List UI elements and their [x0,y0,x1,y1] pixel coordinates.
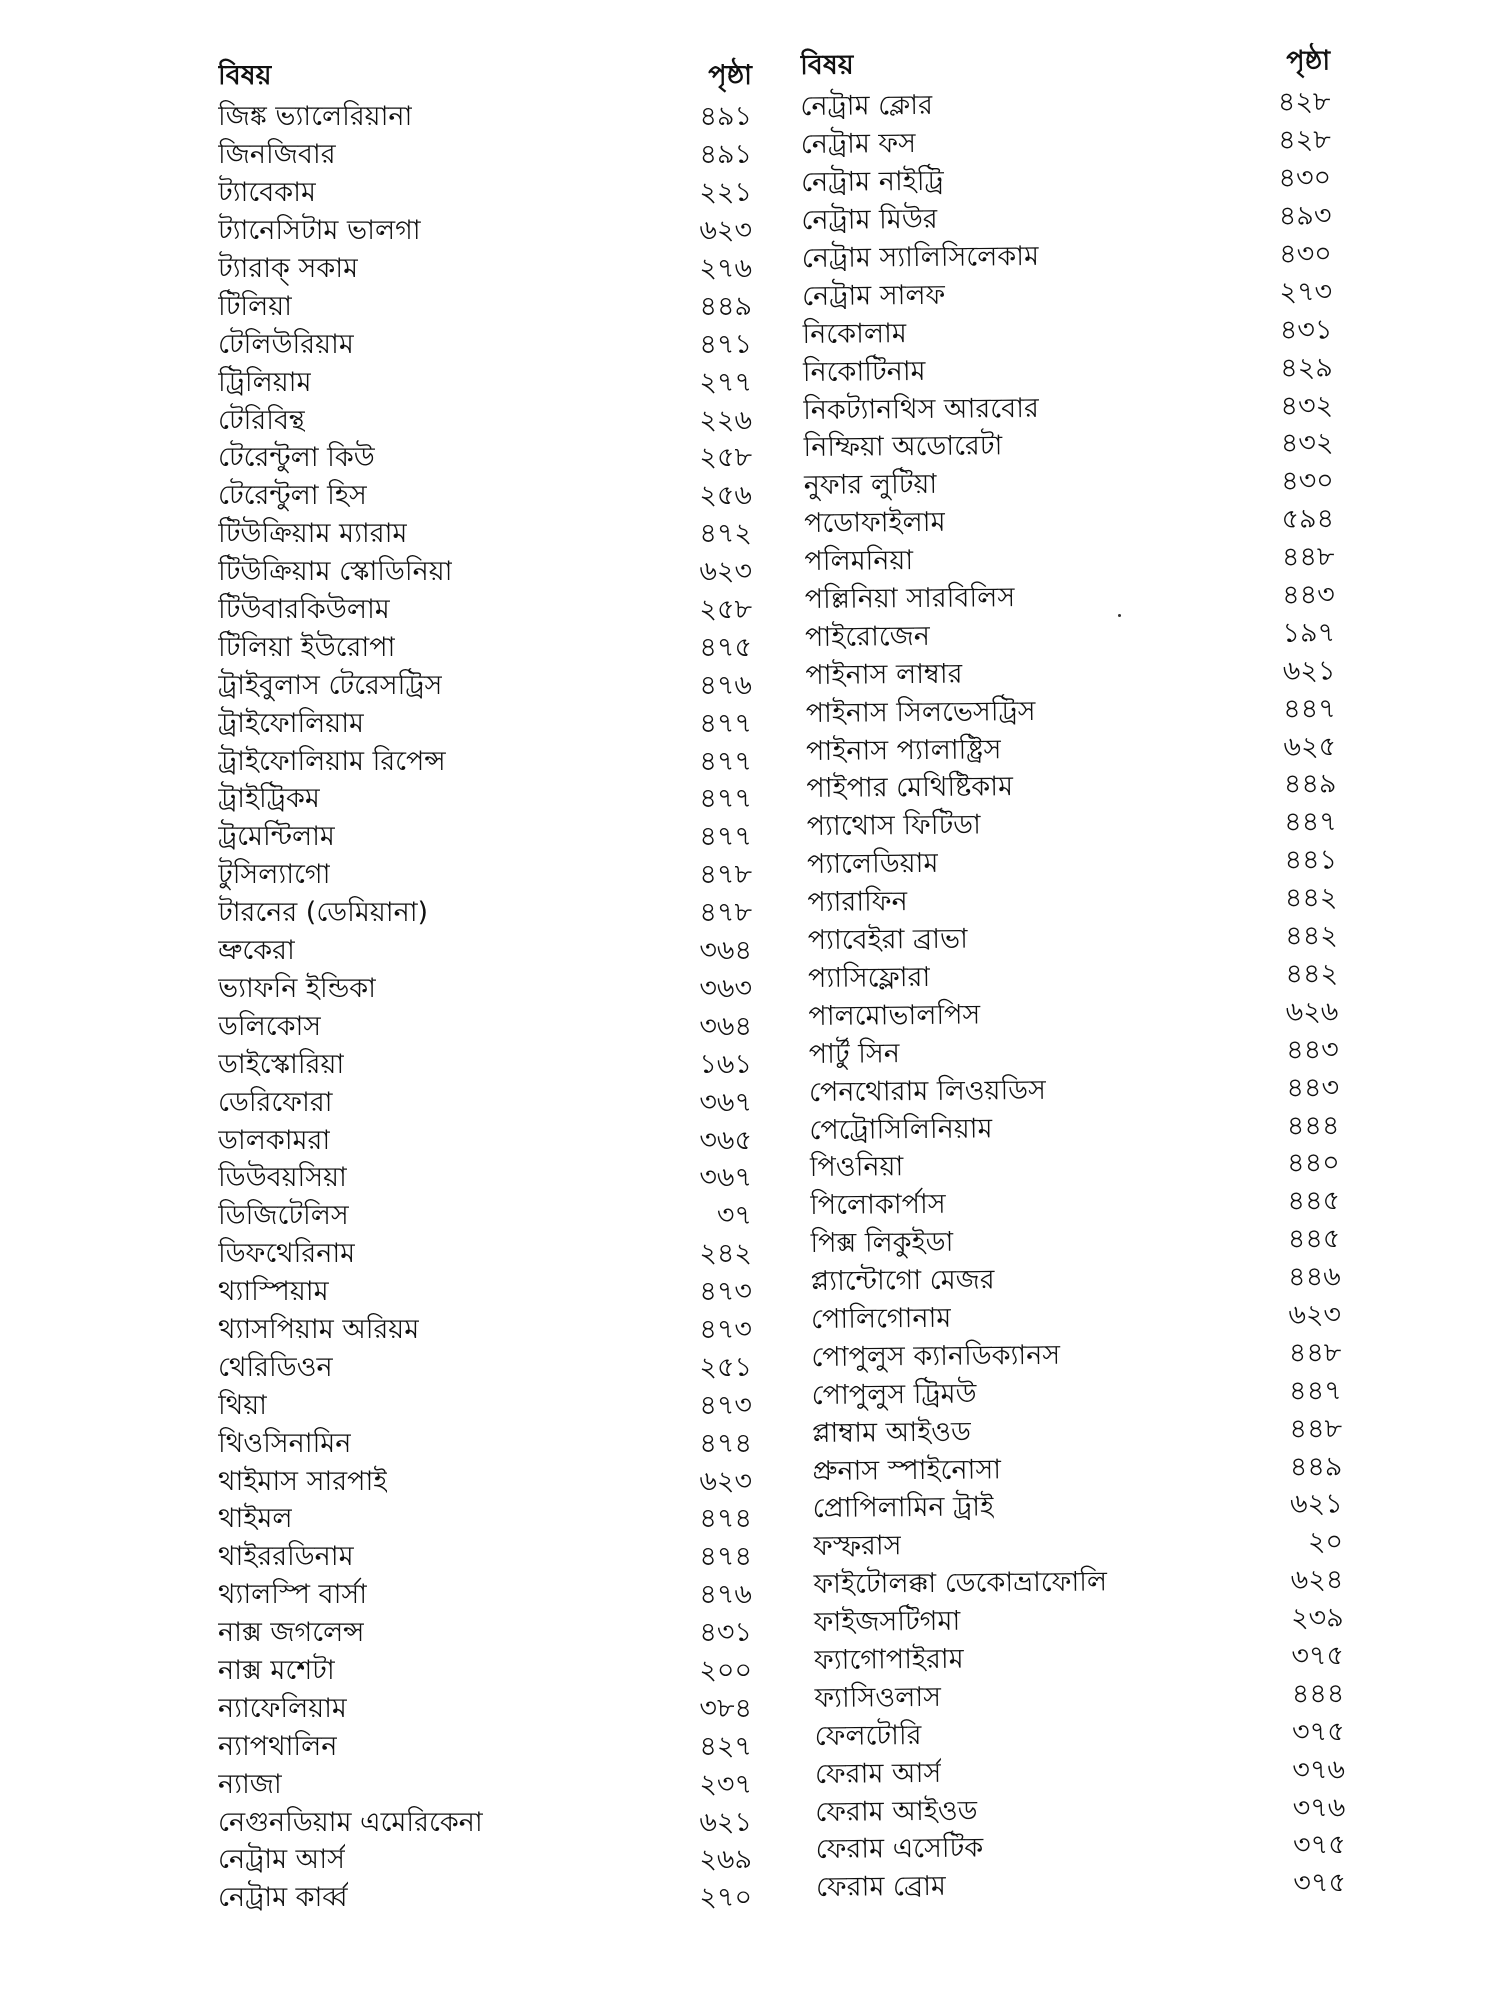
index-entry [812,1374,1342,1417]
entry-page: ৪৪৯ [699,290,752,322]
entry-name: ট্যানেসিটাম ভালগা [218,215,421,247]
entry-name: ট্রাইট্রিকম [218,783,320,815]
index-entry [806,767,1336,810]
index-entry [218,1767,758,1805]
index-entry [218,1578,758,1616]
entry-name: প্লাম্বাম আইওড [811,1416,972,1449]
entry-page: ৪৭৫ [699,631,752,663]
index-entry [218,1464,758,1502]
entry-name: পাইনাস প্যালাষ্ট্রিস [805,733,1002,767]
index-entry [809,1108,1339,1151]
index-entry [815,1790,1345,1833]
index-entry [218,1729,758,1767]
index-entry [218,1691,758,1729]
entry-name: ফাইটোলক্কা ডেকোভ্রাফোলি [813,1566,1108,1601]
index-entry [803,426,1333,469]
entry-page: ৩৬৫ [699,1124,752,1156]
entry-name: টারনের (ডেমিয়ানা) [218,897,429,929]
entry-name: থিয়া [218,1389,267,1421]
entry-name: নেট্রাম স্যালিসিলেকাম [801,240,1040,275]
entry-name: পল্লিনিয়া সারবিলিস [804,582,1016,616]
entry-name: নাক্স মশেটা [218,1654,335,1686]
entry-page: ১৯৭ [1282,617,1336,649]
entry-name: প্রুনাস স্পাইনোসা [812,1453,1002,1487]
entry-name: নুফার লুটিয়া [803,469,938,502]
entry-page: ৪৪২ [1284,882,1338,914]
entry-name: পেনথোরাম লিওয়ডিস [808,1074,1047,1108]
entry-page: ৪৭৭ [699,745,752,777]
index-entry [812,1449,1342,1492]
index-entry [218,1805,758,1843]
index-entry [218,1426,758,1464]
entry-page: ৩৭৫ [1293,1867,1347,1900]
entry-name: থাইমল [218,1503,293,1535]
index-entry [218,1237,758,1275]
index-entry [218,934,758,972]
entry-name: ভ্রুকেরা [218,935,295,967]
entry-page: ২৩৯ [1290,1602,1344,1634]
entry-name: টেরিবিন্থ [218,404,305,436]
index-entry [218,782,758,820]
index-entry [218,1843,758,1881]
index-entry [218,858,758,896]
entry-name: টেরেন্টুলা হিস [218,480,367,512]
entry-name: ট্রাইফোলিয়াম রিপেন্স [218,745,446,777]
index-entry [218,1881,758,1919]
entry-page: ৩৬৪ [699,1010,752,1042]
entry-name: থিওসিনামিন [218,1427,352,1459]
entry-page: ৬২৩ [1288,1299,1342,1331]
entry-name: ফেলটোরি [814,1719,922,1752]
entry-page: ৪৪৩ [1282,579,1335,611]
entry-page: ৬২৬ [1285,996,1339,1028]
entry-name: থাইররডিনাম [218,1541,354,1573]
entry-page: ৪৭৩ [699,1313,752,1345]
entry-page: ৪৩০ [1278,162,1332,195]
entry-page: ৪৪৮ [1281,541,1335,573]
index-entry [812,1411,1342,1454]
entry-name: ট্রাইবুলাস টেরেসট্রিস [218,669,443,701]
entry-name: ফেরাম এসেটিক [815,1832,984,1866]
entry-name: প্যাসিফ্লোরা [807,961,931,994]
entry-page: ৪৪৮ [1289,1412,1343,1445]
index-entry [218,896,758,934]
index-entry [218,517,758,555]
entry-page: ২২১ [699,177,752,209]
entry-page: ৪৪৪ [1286,1109,1340,1142]
index-entry [802,313,1332,356]
index-entry [802,275,1332,318]
index-entry [807,805,1337,848]
entry-name: প্ল্যান্টোগো মেজর [810,1264,995,1298]
entry-page: ২৭৩ [1279,276,1333,308]
index-entry [218,1047,758,1085]
index-entry [810,1222,1340,1265]
entry-page: ৪৪৫ [1287,1185,1341,1218]
index-entry [801,123,1331,166]
entry-page: ৪৪৪ [1291,1678,1345,1710]
entry-name: ট্রিলিয়াম [218,366,312,398]
index-entry [218,289,758,327]
index-entry [218,744,758,782]
entry-page: ২৪২ [699,1238,752,1270]
index-entry [805,578,1335,621]
index-entry [218,403,758,441]
index-entry [218,668,758,706]
index-entry [811,1260,1341,1303]
entry-name: থেরিডিওন [218,1351,333,1383]
entry-page: ৪৯১ [699,139,752,171]
entry-page: ২০ [1307,1526,1344,1558]
index-entry [218,1123,758,1161]
entry-name: পিওনিয়া [809,1151,904,1184]
entry-name: নেগুনডিয়াম এমেরিকেনা [218,1806,483,1838]
entry-page: ২৬৯ [699,1844,752,1876]
entry-page: ৪৪৯ [1283,768,1337,801]
entry-name: প্রোপিলামিন ট্রাই [812,1491,995,1525]
index-entry [813,1563,1343,1606]
entry-page: ৪৪৭ [1288,1375,1342,1407]
index-entry [800,85,1330,128]
entry-name: নিকোটিনাম [802,355,926,388]
entry-name: ফেরাম আইওড [815,1795,978,1828]
entry-page: ৬২৪ [1290,1564,1344,1596]
entry-name: নিকোলাম [802,317,907,350]
entry-name: পাইরোজেন [804,620,931,653]
entry-page: ৪৪৭ [1283,693,1336,725]
index-entry [218,365,758,403]
index-entry [810,1184,1340,1227]
index-entry [804,540,1334,583]
entry-name: ডাইস্কোরিয়া [218,1048,345,1080]
entry-page: ৪৭৩ [699,1276,752,1308]
entry-name: নিম্ফিয়া অডোরেটা [803,430,1003,464]
index-entry [805,654,1335,697]
entry-name: ন্যাজা [218,1768,282,1800]
entry-name: ডলিকোস [218,1010,322,1042]
entry-page: ৪৯১ [699,101,752,133]
entry-page: ৪২৭ [699,1730,752,1762]
entry-page: ৩৭ [716,1200,752,1232]
index-entry [218,1502,758,1540]
entry-name: টুসিল্যাগো [218,859,331,891]
entry-name: থ্যাসপিয়াম অরিয়ম [218,1313,420,1345]
entry-page: ২৭৭ [699,366,752,398]
entry-name: জিঙ্ক ভ্যালেরিয়ানা [218,101,413,133]
index-entry [218,630,758,668]
entry-page: ৬২৫ [1283,730,1337,763]
entry-page: ৩৭৫ [1291,1716,1345,1748]
entry-name: ফেরাম ব্রোম [815,1871,947,1904]
index-entry [804,464,1334,507]
index-entry [218,176,758,214]
entry-page: ৬২১ [699,1806,752,1838]
entry-name: টিউক্রিয়াম ম্যারাম [218,518,408,550]
entry-page: ২৭০ [699,1882,752,1914]
index-entry [816,1866,1346,1909]
entry-page: ৪৭৪ [699,1503,752,1535]
entry-page: ৪৩২ [1280,427,1334,460]
entry-page: ২৭৬ [699,253,752,285]
entry-page: ৪৪২ [1284,920,1338,952]
index-entry [816,1828,1346,1871]
entry-page: ৪৪৩ [1286,1071,1340,1104]
index-entry [801,161,1331,204]
index-entry [218,1616,758,1654]
entry-page: ৪৭৮ [699,897,752,929]
index-entry [807,881,1337,924]
entry-name: ট্যারাক্ সকাম [218,253,359,285]
index-entry [814,1601,1344,1644]
entry-page: ৪৪৫ [1287,1223,1341,1255]
index-entry [808,995,1338,1038]
entry-name: ফস্ফরাস [812,1530,902,1563]
entry-name: পাইপার মেথিষ্টিকাম [806,771,1014,805]
entry-page: ৪৪৩ [1285,1034,1339,1066]
entry-page: ৪৩১ [699,1617,752,1649]
entry-page: ৪৯৩ [1278,200,1332,232]
entry-name: ডিউবয়সিয়া [218,1162,347,1194]
entry-name: পলিমনিয়া [804,545,914,578]
entry-page: ৪৭১ [699,328,752,360]
entry-name: টেলিউরিয়াম [218,328,354,360]
entry-page: ৪৭৬ [699,669,752,701]
entry-name: টেরেন্টুলা কিউ [218,442,375,474]
entry-page: ৪৩২ [1280,389,1334,422]
index-entry [809,1070,1339,1113]
entry-page: ৪৭৭ [699,783,752,815]
entry-page: ৬২৩ [699,215,752,247]
index-entry [218,100,758,138]
entry-page: ৪৪৬ [1287,1261,1341,1293]
entry-page: ৪২৮ [1277,86,1331,119]
index-entry [218,1161,758,1199]
entry-name: ডেরিফোরা [218,1086,333,1118]
entry-page: ৪৪৭ [1283,806,1337,839]
index-entry [218,593,758,631]
entry-name: টিউবারকিউলাম [218,594,390,626]
entry-name: নেট্রাম সালফ [801,279,946,312]
entry-page: ২৫৮ [699,594,752,626]
entry-name: ডালকামরা [218,1124,331,1156]
entry-page: ৬২১ [1282,655,1336,687]
index-entry [803,388,1333,431]
index-entry [814,1677,1344,1720]
entry-name: পাইনাস সিলভেসট্রিস [805,695,1036,729]
entry-name: ডিফথেরিনাম [218,1238,356,1270]
entry-name: পডোফাইলাম [803,506,946,540]
index-entry [218,1654,758,1692]
index-entry [218,214,758,252]
index-entry [802,237,1332,280]
entry-name: থাইমাস সারপাই [218,1465,388,1497]
entry-name: ফাইজসটিগমা [813,1605,961,1639]
index-entry [218,555,758,593]
index-entry [218,327,758,365]
entry-name: ন্যাপথালিন [218,1730,338,1762]
entry-name: নাক্স জগলেন্স [218,1617,365,1649]
entry-name: নেট্রাম নাইট্রি [801,165,944,199]
index-entry [218,1275,758,1313]
entry-page: ৪৭২ [699,518,752,550]
entry-page: ২৫৮ [699,442,752,474]
index-entry [811,1298,1341,1341]
entry-name: ভ্যাফনি ইন্ডিকা [218,972,376,1004]
entry-name: পেট্রোসিলিনিয়াম [809,1112,993,1146]
entry-name: পালমোভালপিস [808,999,981,1032]
index-list-left [218,100,758,1919]
entry-page: ৩৭৫ [1292,1829,1346,1862]
entry-name: নেট্রাম মিউর [801,203,938,237]
entry-page: ৩৬৭ [699,1086,752,1118]
entry-page: ৩৬৩ [699,972,752,1004]
index-entry [806,729,1336,772]
entry-page: ৪৩০ [1280,465,1334,498]
index-entry [218,1313,758,1351]
entry-page: ৩৭৬ [1292,1791,1346,1824]
entry-name: ফ্যাসিওলাস [814,1681,942,1714]
entry-page: ৬২৩ [699,1465,752,1497]
entry-page: ৪৪১ [1284,844,1338,877]
entry-name: থ্যাস্পিয়াম [218,1276,329,1308]
entry-name: পাইনাস লাম্বার [805,658,963,691]
entry-name: পোপুলুস ক্যানডিক্যানস [811,1339,1061,1373]
entry-page: ৪৭৮ [699,859,752,891]
entry-page: ৪৭৭ [699,821,752,853]
index-entry [218,820,758,858]
entry-name: ডিজিটেলিস [218,1200,349,1232]
page-heading: পৃষ্ঠা [708,60,752,91]
index-entry [218,971,758,1009]
entry-name: প্যাথোস ফিটিডা [806,809,982,843]
entry-name: ট্রাইফোলিয়াম [218,707,365,739]
index-entry [218,441,758,479]
entry-name: টিলিয়া ইউরোপা [218,631,396,663]
index-entry [803,351,1333,394]
entry-page: ৬২৩ [699,556,752,588]
entry-name: ফ্যাগোপাইরাম [813,1643,964,1676]
entry-name: ট্রমেন্টিলাম [218,821,335,853]
index-entry [808,919,1338,962]
index-entry [218,1009,758,1047]
entry-page: ৪৪০ [1286,1147,1340,1180]
entry-name: পোপুলুস ট্রিমউ [811,1378,977,1411]
entry-page: ৪৭৪ [699,1427,752,1459]
index-entry [811,1336,1341,1379]
entry-name: প্যালেডিয়াম [806,848,939,881]
index-entry [218,1350,758,1388]
entry-page: ৩৬৭ [699,1162,752,1194]
index-entry [218,1085,758,1123]
entry-page: ৪২৯ [1280,352,1333,384]
entry-page: ৩৮৪ [699,1692,752,1724]
subject-heading: বিষয় [799,49,854,81]
page-heading: পৃষ্ঠা [1286,45,1331,77]
entry-name: পোলিগোনাম [810,1302,952,1335]
index-entry [218,706,758,744]
column-header-left [218,62,758,100]
index-entry [804,502,1334,545]
entry-page: ৪৩১ [1279,314,1333,346]
entry-page: ৪৭৬ [699,1579,752,1611]
index-entry [809,1033,1339,1076]
index-entry [218,479,758,517]
index-entry [218,138,758,176]
index-entry [218,1388,758,1426]
entry-name: টিউক্রিয়াম স্কোডিনিয়া [218,556,453,588]
entry-name: থ্যালস্পি বার্সা [218,1579,368,1611]
entry-page: ৩৬৪ [699,935,752,967]
entry-page: ২০০ [699,1654,752,1686]
entry-page: ৪৩০ [1279,238,1332,270]
index-list-right [800,85,1346,1908]
entry-name: নেট্রাম আর্স [218,1844,345,1876]
entry-page: ৪৪২ [1285,958,1339,990]
index-column-right [800,47,1346,1908]
entry-page: ৪২৮ [1278,124,1331,157]
index-entry [813,1487,1343,1530]
index-entry [815,1752,1345,1795]
entry-name: নেট্রাম ক্লোর [800,90,934,123]
scan-speck [1118,614,1121,617]
entry-name: নেট্রাম ফস [800,128,917,161]
entry-page: ৩৭৫ [1291,1640,1345,1672]
entry-page: ৪৭৭ [699,707,752,739]
entry-name: টিলিয়া [218,290,293,322]
index-entry [801,199,1331,242]
index-entry [810,1146,1340,1189]
column-header-right [800,47,1330,90]
entry-page: ৪৭৩ [699,1389,752,1421]
entry-page: ৫৯৪ [1281,503,1335,536]
index-entry [218,1199,758,1237]
entry-name: নিকট্যানথিস আরবোর [802,392,1040,426]
entry-page: ২৫১ [699,1351,752,1383]
entry-page: ২৫৬ [699,480,752,512]
entry-page: ৪৪৮ [1288,1337,1342,1369]
entry-page: ৪৭৪ [699,1541,752,1573]
index-column-left [218,52,758,1919]
entry-page: ১৬১ [699,1048,752,1080]
entry-page: ২৩৭ [699,1768,752,1800]
entry-name: প্যাবেইরা ব্রাভা [807,923,969,957]
entry-page: ৩৭৬ [1292,1753,1346,1786]
entry-name: ট্যাবেকাম [218,177,316,209]
entry-page: ৪৪৯ [1289,1450,1343,1483]
index-entry [805,616,1335,659]
entry-name: পার্টু সিন [808,1037,901,1070]
entry-name: ন্যাফেলিয়াম [218,1692,347,1724]
entry-name: জিনজিবার [218,139,336,171]
index-entry [218,1540,758,1578]
entry-name: পিক্স লিকুইডা [810,1226,954,1260]
index-entry [807,843,1337,886]
index-entry [814,1639,1344,1682]
entry-page: ৬২১ [1289,1488,1343,1521]
entry-page: ২২৬ [699,404,752,436]
index-entry [806,692,1336,735]
entry-name: ফেরাম আর্স [814,1757,942,1790]
entry-name: নেট্রাম কার্ব্ব [218,1882,348,1914]
entry-name: পিলোকার্পাস [809,1189,946,1222]
index-entry [218,252,758,290]
entry-name: প্যারাফিন [807,886,908,919]
subject-heading: বিষয় [218,60,272,91]
index-entry [815,1715,1345,1758]
index-entry [808,957,1338,1000]
